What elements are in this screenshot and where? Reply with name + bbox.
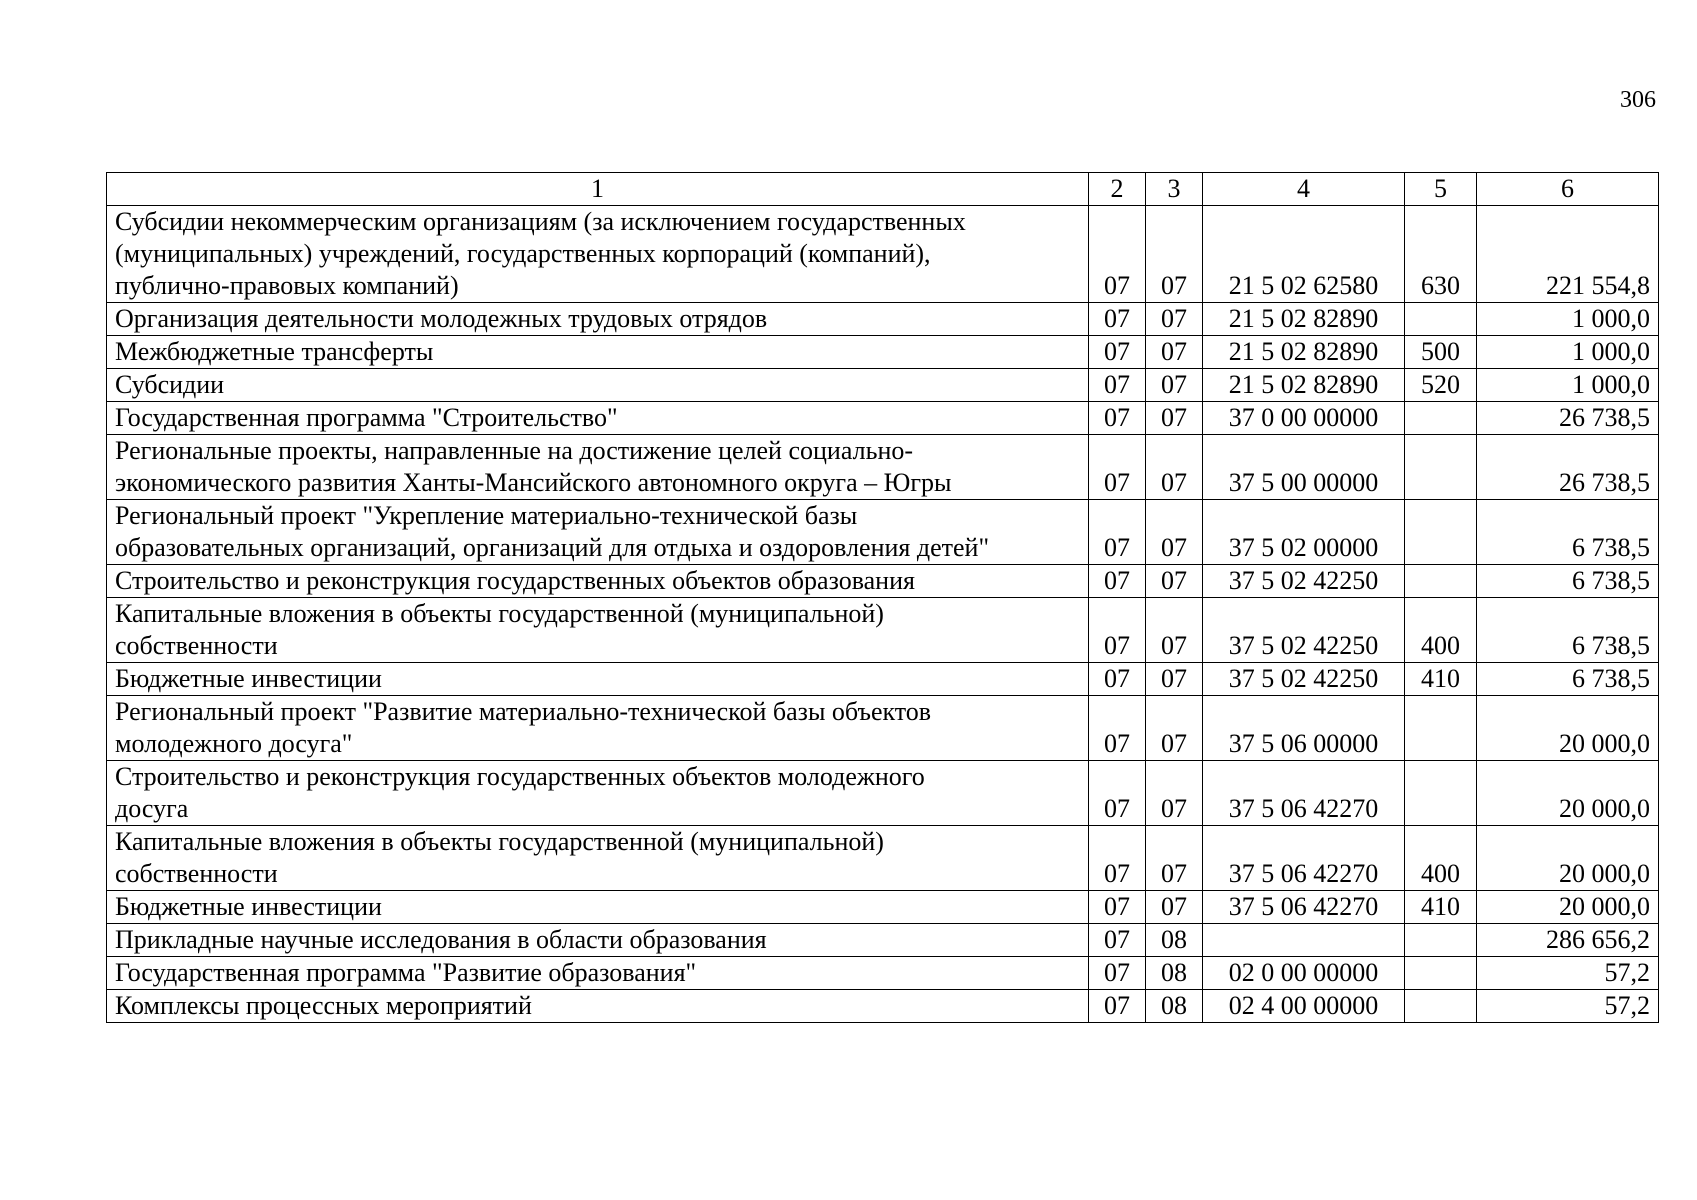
row-expense-type-cell: [1405, 565, 1477, 598]
row-amount-cell: 26 738,5: [1477, 435, 1659, 500]
row-subsection-cell: 08: [1146, 924, 1203, 957]
row-amount-cell: 1 000,0: [1477, 303, 1659, 336]
row-expense-type-cell: [1405, 696, 1477, 761]
header-cell-1: 1: [107, 173, 1089, 206]
row-expense-type-cell: 520: [1405, 369, 1477, 402]
row-name-cell: [107, 826, 1089, 891]
row-section-cell: 07: [1089, 598, 1146, 663]
row-name-line: Комплексы процессных мероприятий: [115, 991, 532, 1020]
budget-table-body: [107, 173, 1659, 1023]
row-expense-type-cell: 500: [1405, 336, 1477, 369]
row-target-article-cell: 02 0 00 00000: [1203, 957, 1405, 990]
row-target-article-cell: 21 5 02 82890: [1203, 336, 1405, 369]
table-row: [107, 435, 1659, 500]
row-subsection-cell: 07: [1146, 696, 1203, 761]
row-expense-type-cell: [1405, 435, 1477, 500]
row-section-cell: 07: [1089, 369, 1146, 402]
table-row: [107, 336, 1659, 369]
row-name-line: молодежного досуга": [115, 729, 353, 758]
row-subsection-cell: 08: [1146, 957, 1203, 990]
row-amount-cell: 1 000,0: [1477, 336, 1659, 369]
row-subsection-cell: 07: [1146, 761, 1203, 826]
row-name-line: Бюджетные инвестиции: [115, 892, 382, 921]
row-amount-cell: 26 738,5: [1477, 402, 1659, 435]
row-section-cell: 07: [1089, 696, 1146, 761]
row-expense-type-cell: [1405, 761, 1477, 826]
row-expense-type-cell: 400: [1405, 826, 1477, 891]
row-expense-type-cell: 410: [1405, 663, 1477, 696]
row-name-cell: [107, 924, 1089, 957]
row-amount-cell: 20 000,0: [1477, 891, 1659, 924]
row-name-cell: [107, 891, 1089, 924]
table-row: [107, 303, 1659, 336]
row-name-line: Капитальные вложения в объекты государственной (муниципальной): [115, 599, 884, 628]
row-target-article-cell: 37 5 02 42250: [1203, 565, 1405, 598]
row-name-cell: [107, 696, 1089, 761]
table-row: [107, 891, 1659, 924]
row-name-cell: [107, 663, 1089, 696]
row-subsection-cell: 07: [1146, 303, 1203, 336]
row-expense-type-cell: [1405, 924, 1477, 957]
row-amount-cell: 1 000,0: [1477, 369, 1659, 402]
row-subsection-cell: 07: [1146, 402, 1203, 435]
row-amount-cell: 6 738,5: [1477, 598, 1659, 663]
page-number: 306: [1620, 87, 1656, 113]
row-name-line: Субсидии: [115, 370, 225, 399]
row-subsection-cell: 07: [1146, 826, 1203, 891]
row-name-cell: [107, 565, 1089, 598]
header-cell-2: 2: [1089, 173, 1146, 206]
header-cell-3: 3: [1146, 173, 1203, 206]
row-name-cell: [107, 206, 1089, 303]
row-subsection-cell: 07: [1146, 206, 1203, 303]
row-expense-type-cell: [1405, 402, 1477, 435]
row-target-article-cell: 37 5 06 42270: [1203, 826, 1405, 891]
row-name-line: Строительство и реконструкция государственных объектов молодежного: [115, 762, 925, 791]
row-name-cell: [107, 990, 1089, 1023]
row-name-line: экономического развития Ханты-Мансийского автономного округа – Югры: [115, 468, 952, 497]
row-name-line: Прикладные научные исследования в области образования: [115, 925, 767, 954]
row-section-cell: 07: [1089, 565, 1146, 598]
row-name-line: Региональные проекты, направленные на достижение целей социально-: [115, 436, 914, 465]
row-target-article-cell: 37 5 06 42270: [1203, 891, 1405, 924]
table-row: [107, 924, 1659, 957]
table-row: [107, 957, 1659, 990]
row-target-article-cell: 21 5 02 82890: [1203, 303, 1405, 336]
row-expense-type-cell: [1405, 957, 1477, 990]
table-row: [107, 696, 1659, 761]
row-name-cell: [107, 402, 1089, 435]
row-name-line: Региональный проект "Укрепление материально-технической базы: [115, 501, 858, 530]
row-name-cell: [107, 598, 1089, 663]
row-subsection-cell: 07: [1146, 369, 1203, 402]
row-name-cell: [107, 761, 1089, 826]
table-header-row: [107, 173, 1659, 206]
row-name-line: Капитальные вложения в объекты государственной (муниципальной): [115, 827, 884, 856]
row-name-line: (муниципальных) учреждений, государственных корпораций (компаний),: [115, 239, 931, 268]
row-target-article-cell: 37 5 02 00000: [1203, 500, 1405, 565]
row-amount-cell: 20 000,0: [1477, 696, 1659, 761]
row-subsection-cell: 07: [1146, 435, 1203, 500]
row-name-line: собственности: [115, 631, 278, 660]
table-row: [107, 598, 1659, 663]
row-name-cell: [107, 957, 1089, 990]
row-name-line: Субсидии некоммерческим организациям (за исключением государственных: [115, 207, 966, 236]
row-name-line: Межбюджетные трансферты: [115, 337, 434, 366]
row-amount-cell: 6 738,5: [1477, 663, 1659, 696]
row-section-cell: 07: [1089, 402, 1146, 435]
table-row: [107, 500, 1659, 565]
row-expense-type-cell: [1405, 500, 1477, 565]
row-name-line: Строительство и реконструкция государственных объектов образования: [115, 566, 915, 595]
row-subsection-cell: 07: [1146, 565, 1203, 598]
table-row: [107, 826, 1659, 891]
row-amount-cell: 57,2: [1477, 990, 1659, 1023]
row-target-article-cell: 21 5 02 82890: [1203, 369, 1405, 402]
row-expense-type-cell: 630: [1405, 206, 1477, 303]
row-target-article-cell: 21 5 02 62580: [1203, 206, 1405, 303]
row-name-line: публично-правовых компаний): [115, 271, 459, 300]
row-section-cell: 07: [1089, 826, 1146, 891]
row-target-article-cell: 02 4 00 00000: [1203, 990, 1405, 1023]
table-row: [107, 663, 1659, 696]
row-section-cell: 07: [1089, 663, 1146, 696]
row-subsection-cell: 07: [1146, 663, 1203, 696]
row-target-article-cell: 37 5 02 42250: [1203, 598, 1405, 663]
row-name-cell: [107, 336, 1089, 369]
row-name-cell: [107, 369, 1089, 402]
row-section-cell: 07: [1089, 761, 1146, 826]
row-target-article-cell: [1203, 924, 1405, 957]
row-section-cell: 07: [1089, 303, 1146, 336]
row-subsection-cell: 07: [1146, 598, 1203, 663]
header-cell-4: 4: [1203, 173, 1405, 206]
row-amount-cell: 286 656,2: [1477, 924, 1659, 957]
row-section-cell: 07: [1089, 990, 1146, 1023]
table-row: [107, 565, 1659, 598]
row-section-cell: 07: [1089, 924, 1146, 957]
row-name-line: Организация деятельности молодежных трудовых отрядов: [115, 304, 768, 333]
table-row: [107, 990, 1659, 1023]
row-amount-cell: 57,2: [1477, 957, 1659, 990]
row-target-article-cell: 37 0 00 00000: [1203, 402, 1405, 435]
row-expense-type-cell: [1405, 303, 1477, 336]
row-subsection-cell: 07: [1146, 336, 1203, 369]
table-row: [107, 369, 1659, 402]
row-name-line: Государственная программа "Развитие образования": [115, 958, 697, 987]
row-amount-cell: 6 738,5: [1477, 500, 1659, 565]
row-name-line: образовательных организаций, организаций для отдыха и оздоровления детей": [115, 533, 990, 562]
row-amount-cell: 20 000,0: [1477, 826, 1659, 891]
row-expense-type-cell: 400: [1405, 598, 1477, 663]
header-cell-5: 5: [1405, 173, 1477, 206]
row-expense-type-cell: 410: [1405, 891, 1477, 924]
row-name-cell: [107, 303, 1089, 336]
row-section-cell: 07: [1089, 957, 1146, 990]
header-cell-6: 6: [1477, 173, 1659, 206]
row-subsection-cell: 07: [1146, 500, 1203, 565]
row-expense-type-cell: [1405, 990, 1477, 1023]
row-section-cell: 07: [1089, 206, 1146, 303]
row-name-line: Региональный проект "Развитие материально-технической базы объектов: [115, 697, 932, 726]
row-name-line: собственности: [115, 859, 278, 888]
row-name-cell: [107, 435, 1089, 500]
row-amount-cell: 20 000,0: [1477, 761, 1659, 826]
budget-table: [106, 172, 1659, 1023]
row-subsection-cell: 07: [1146, 891, 1203, 924]
row-name-line: Государственная программа "Строительство": [115, 403, 618, 432]
table-row: [107, 402, 1659, 435]
row-section-cell: 07: [1089, 435, 1146, 500]
row-target-article-cell: 37 5 06 42270: [1203, 761, 1405, 826]
row-target-article-cell: 37 5 02 42250: [1203, 663, 1405, 696]
table-row: [107, 761, 1659, 826]
row-subsection-cell: 08: [1146, 990, 1203, 1023]
row-amount-cell: 221 554,8: [1477, 206, 1659, 303]
row-name-cell: [107, 500, 1089, 565]
row-name-line: Бюджетные инвестиции: [115, 664, 382, 693]
row-section-cell: 07: [1089, 891, 1146, 924]
row-name-line: досуга: [115, 794, 189, 823]
row-section-cell: 07: [1089, 500, 1146, 565]
table-row: [107, 206, 1659, 303]
row-amount-cell: 6 738,5: [1477, 565, 1659, 598]
row-target-article-cell: 37 5 00 00000: [1203, 435, 1405, 500]
row-target-article-cell: 37 5 06 00000: [1203, 696, 1405, 761]
row-section-cell: 07: [1089, 336, 1146, 369]
